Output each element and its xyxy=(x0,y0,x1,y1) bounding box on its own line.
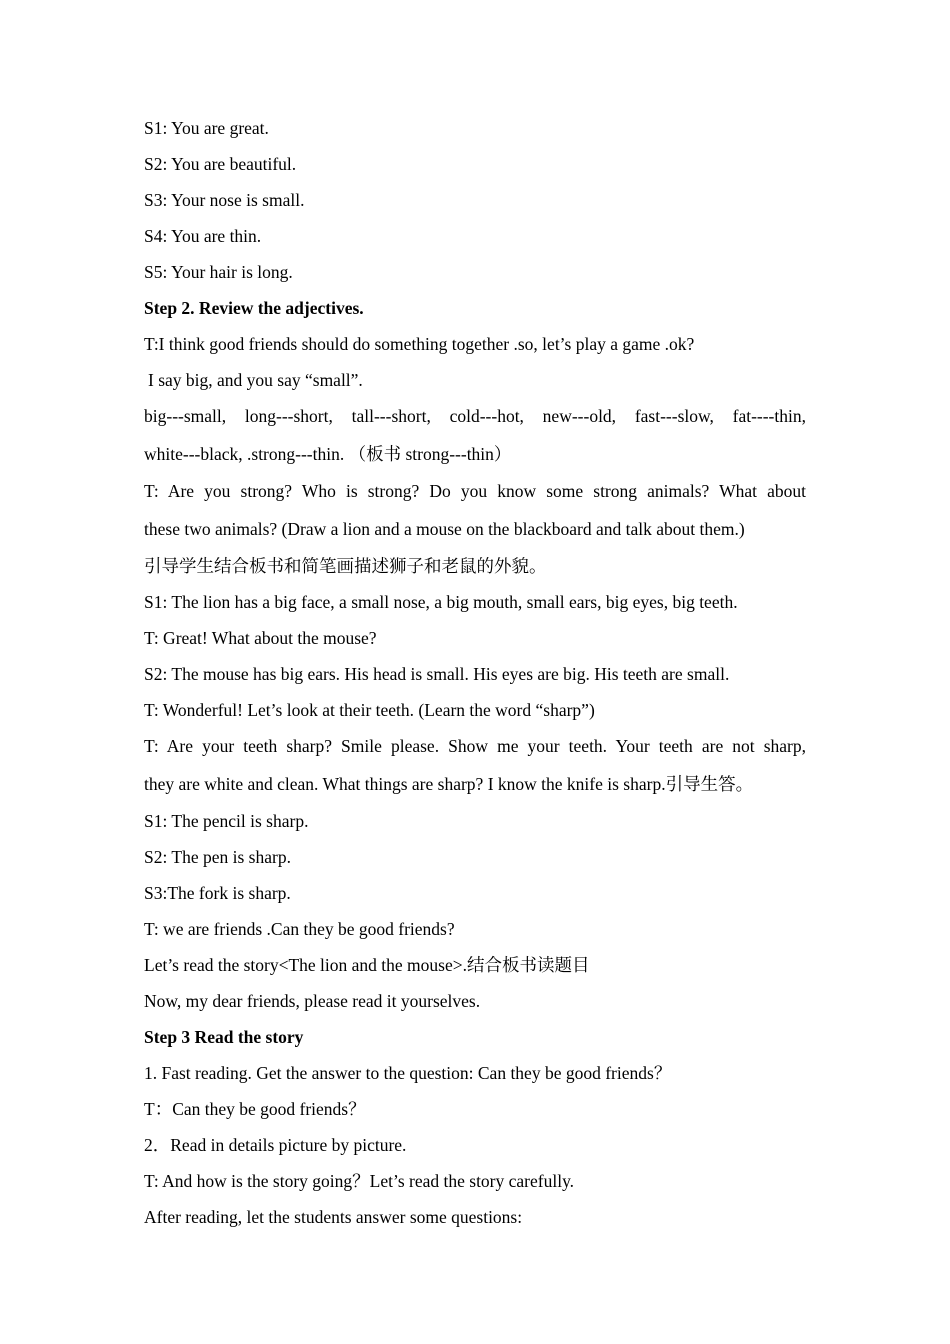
step-heading: Step 3 Read the story xyxy=(144,1027,304,1047)
dialogue-line: T: Great! What about the mouse? xyxy=(144,628,377,648)
teaching-note: 引导学生结合板书和简笔画描述狮子和老鼠的外貌。 xyxy=(144,556,547,576)
dialogue-line: T：Can they be good friends？ xyxy=(144,1099,366,1119)
adjective-pairs-line: white---black, .strong---thin. （板书 strong---thin） xyxy=(144,443,512,464)
step-heading: Step 2. Review the adjectives. xyxy=(144,298,364,318)
dialogue-line: T: Are your teeth sharp? Smile please. Show me your teeth. Your teeth are not sharp, xyxy=(144,736,806,756)
dialogue-line: S1: You are great. xyxy=(144,118,269,138)
instruction-line: 1. Fast reading. Get the answer to the question: Can they be good friends？ xyxy=(144,1063,672,1083)
dialogue-line: T: And how is the story going？Let’s read the story carefully. xyxy=(144,1171,575,1191)
dialogue-line: Now, my dear friends, please read it yourselves. xyxy=(144,991,481,1011)
dialogue-line: S2: You are beautiful. xyxy=(144,154,297,174)
instruction-line: I say big, and you say “small”. xyxy=(148,370,363,390)
dialogue-line: T:I think good friends should do something together .so, let’s play a game .ok? xyxy=(144,334,695,354)
dialogue-line: S1: The pencil is sharp. xyxy=(144,811,309,831)
instruction-line: 2．Read in details picture by picture. xyxy=(144,1135,407,1155)
dialogue-line: S2: The mouse has big ears. His head is small. His eyes are big. His teeth are small. xyxy=(144,664,730,684)
dialogue-line: Let’s read the story<The lion and the mouse>.结合板书读题目 xyxy=(144,955,590,975)
dialogue-line: these two animals? (Draw a lion and a mouse on the blackboard and talk about them.) xyxy=(144,518,745,539)
dialogue-line: S1: The lion has a big face, a small nose, a big mouth, small ears, big eyes, big teeth. xyxy=(144,592,738,612)
document-body xyxy=(144,114,806,1239)
dialogue-line: S2: The pen is sharp. xyxy=(144,847,291,867)
dialogue-line: S4: You are thin. xyxy=(144,226,262,246)
dialogue-line: S3: Your nose is small. xyxy=(144,190,305,210)
instruction-line: After reading, let the students answer some questions: xyxy=(144,1207,523,1227)
dialogue-line: T: Wonderful! Let’s look at their teeth. (Learn the word “sharp”) xyxy=(144,700,595,720)
dialogue-line: S3:The fork is sharp. xyxy=(144,883,291,903)
dialogue-line: T: Are you strong? Who is strong? Do you know some strong animals? What about xyxy=(144,481,806,501)
dialogue-line: T: we are friends .Can they be good friends? xyxy=(144,919,455,939)
adjective-pairs-line: big---small, long---short, tall---short, cold---hot, new---old, fast---slow, fat----thin, xyxy=(144,406,806,426)
dialogue-line: they are white and clean. What things are sharp? I know the knife is sharp.引导生答。 xyxy=(144,773,754,794)
dialogue-line: S5: Your hair is long. xyxy=(144,262,293,282)
